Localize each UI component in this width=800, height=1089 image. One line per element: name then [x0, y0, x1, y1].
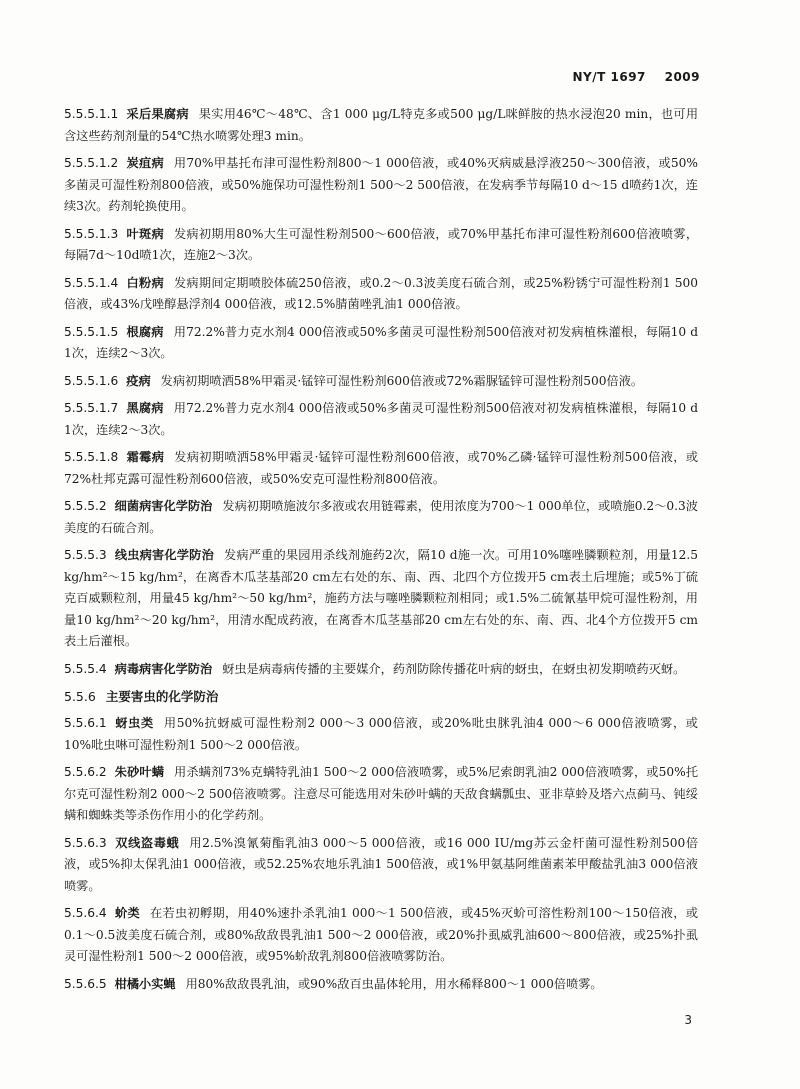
standard-year: 2009 — [664, 70, 700, 84]
clause-paragraph — [64, 104, 698, 147]
clause-paragraph — [64, 371, 698, 393]
clause-text: 发病初期喷洒58%甲霜灵·锰锌可湿性粉剂600倍液或72%霜脲锰锌可湿性粉剂500倍液。 — [160, 373, 644, 388]
clause-paragraph — [64, 974, 698, 996]
clause-text: 用80%敌敌畏乳油，或90%敌百虫晶体轮用，用水稀释800～1 000倍喷雾。 — [185, 976, 603, 991]
clause-term: 黑腐病 — [126, 401, 164, 415]
page-header — [573, 70, 700, 84]
clause-number: 5.5.5.2 — [64, 499, 107, 513]
clause-text: 用70%甲基托布津可湿性粉剂800～1 000倍液，或40%灭病威悬浮液250～300倍液，或50%多菌灵可湿性粉剂800倍液，或50%施保功可湿性粉剂1 500～2 500倍液，在发病季节每隔10 d～15 d喷药1次，连续3次。药剂轮换使用。 — [64, 156, 698, 213]
section-heading — [64, 686, 698, 707]
clause-term: 白粉病 — [126, 275, 164, 290]
clause-number: 5.5.5.1.7 — [64, 401, 119, 415]
clause-paragraph — [64, 903, 698, 968]
clause-term: 根腐病 — [126, 324, 164, 339]
clause-term: 采后果腐病 — [126, 107, 189, 121]
clause-number: 5.5.5.1.8 — [64, 450, 119, 464]
clause-paragraph — [64, 398, 698, 441]
clause-paragraph — [64, 713, 698, 756]
clause-text: 在若虫初孵期，用40%速扑杀乳油1 000～1 500倍液，或45%灭蚧可溶性粉剂100～150倍液，或0.1～0.5波美度石硫合剂，或80%敌敌畏乳油1 500～2 000倍液，或20%扑虱威乳油600～800倍液，或25%扑虱灵可湿性粉剂1 500～2 000倍液，或95%蚧敌乳剂800倍液喷雾防治。 — [64, 906, 699, 963]
clause-text: 用72.2%普力克水剂4 000倍液或50%多菌灵可湿性粉剂500倍液对初发病植株灌根，每隔10 d 1次，连续2～3次。 — [64, 324, 698, 360]
clause-number: 5.5.6.2 — [64, 765, 107, 779]
clause-term: 叶斑病 — [126, 226, 164, 241]
clause-text: 发病初期用80%大生可湿性粉剂500～600倍液，或70%甲基托布津可湿性粉剂600倍液喷雾，每隔7d～10d喷1次，连施2～3次。 — [64, 226, 699, 262]
clause-text: 用杀螨剂73%克螨特乳油1 500～2 000倍液喷雾，或5%尼索朗乳油2 000倍液喷雾，或50%托尔克可湿性粉剂2 000～2 500倍液喷雾。注意尽可能选用对朱砂叶螨的天敌食螨瓢虫、亚非草蛉及塔六点蓟马、钝绥螨和蜘蛛类等杀伤作用小的化学药剂。 — [64, 765, 699, 822]
clause-text: 果实用46℃～48℃、含1 000 μg/L特克多或500 μg/L咪鲜胺的热水浸泡20 min，也可用含这些药剂剂量的54℃热水喷雾处理3 min。 — [64, 107, 699, 143]
clause-paragraph — [64, 273, 698, 316]
clause-paragraph — [64, 833, 698, 898]
clause-text: 用2.5%溴氰菊酯乳油3 000～5 000倍液，或16 000 IU/mg苏云金杆菌可湿性粉剂500倍液，或5%抑太保乳油1 000倍液，或52.25%农地乐乳油1 500倍液，或1%甲氨基阿维菌素苯甲酸盐乳油3 000倍液喷雾。 — [64, 835, 699, 893]
clause-text: 用50%抗蚜威可湿性粉剂2 000～3 000倍液，或20%吡虫脒乳油4 000～6 000倍液喷雾，或10%吡虫啉可湿性粉剂1 500～2 000倍液。 — [64, 716, 698, 752]
clause-term: 朱砂叶螨 — [114, 765, 165, 779]
clause-number: 5.5.5.1.5 — [64, 324, 119, 339]
clause-paragraph — [64, 153, 698, 218]
clause-term: 主要害虫的化学防治 — [105, 689, 219, 704]
clause-text: 发病初期喷洒58%甲霜灵·锰锌可湿性粉剂600倍液，或70%乙磷·锰锌可湿性粉剂500倍液，或72%杜邦克露可湿性粉剂600倍液，或50%安克可湿性粉剂800倍液。 — [64, 450, 699, 486]
standard-code: NY/T 1697 — [572, 70, 646, 84]
clause-paragraph — [64, 496, 698, 539]
clause-term: 霜霉病 — [126, 450, 165, 464]
clause-paragraph — [64, 447, 698, 490]
clause-term: 线虫病害化学防治 — [114, 548, 214, 562]
clause-term: 炭疽病 — [126, 156, 164, 170]
clause-term: 病毒病害化学防治 — [114, 661, 213, 676]
clause-number: 5.5.5.1.4 — [64, 275, 119, 290]
clause-number: 5.5.5.3 — [64, 548, 107, 562]
clause-term: 蚧类 — [114, 906, 140, 920]
clause-term: 柑橘小实蝇 — [114, 976, 176, 991]
clause-paragraph — [64, 224, 698, 267]
clause-number: 5.5.5.1.3 — [64, 226, 119, 241]
page-number: 3 — [684, 1013, 692, 1027]
clause-number: 5.5.6.4 — [64, 906, 107, 920]
clause-number: 5.5.5.1.2 — [64, 156, 119, 170]
clause-number: 5.5.6 — [64, 689, 96, 704]
clause-text: 发病严重的果园用杀线剂施药2次，隔10 d施一次。可用10%噻唑膦颗粒剂，用量12.5 kg/hm²～15 kg/hm²，在离香木瓜茎基部20 cm左右处的东、南、西、北四个方位拨开5 cm表土后埋施；或5%丁硫克百威颗粒剂，用量45 kg/hm²～50 kg/hm²，施药方法与噻唑膦颗粒剂相同；或1.5%二硫氰基甲烷可湿性粉剂，用量10 kg/hm²～20 kg/hm²，用清水配成药液，在离香木瓜茎基部20 cm左右处的东、南、西、北4个方位拨开5 cm表土后灌根。 — [64, 548, 699, 648]
clause-text: 发病期间定期喷胶体硫250倍液，或0.2～0.3波美度石硫合剂，或25%粉锈宁可湿性粉剂1 500倍液，或43%戊唑醇悬浮剂4 000倍液，或12.5%腈菌唑乳油1 000倍液。 — [64, 275, 698, 311]
clause-term: 双线盗毒蛾 — [114, 835, 180, 850]
clause-text: 蚜虫是病毒病传播的主要媒介，药剂防除传播花叶病的蚜虫，在蚜虫初发期喷药灭蚜。 — [222, 661, 686, 676]
clause-paragraph — [64, 762, 698, 827]
clause-number: 5.5.6.3 — [64, 835, 107, 850]
clause-term: 疫病 — [126, 373, 151, 388]
clause-paragraph — [64, 659, 698, 681]
clause-term: 蚜虫类 — [114, 716, 154, 730]
clause-number: 5.5.5.4 — [64, 661, 107, 676]
clause-number: 5.5.6.5 — [64, 976, 107, 991]
clause-paragraph — [64, 545, 698, 653]
clause-number: 5.5.5.1.6 — [64, 373, 119, 388]
clause-text: 用72.2%普力克水剂4 000倍液或50%多菌灵可湿性粉剂500倍液对初发病植株灌根，每隔10 d 1次，连续2～3次。 — [64, 401, 698, 437]
document-body — [64, 104, 698, 1001]
clause-term: 细菌病害化学防治 — [114, 499, 213, 513]
clause-paragraph — [64, 322, 698, 365]
clause-text: 发病初期喷施波尔多液或农用链霉素，使用浓度为700～1 000单位，或喷施0.2～0.3波美度的石硫合剂。 — [64, 499, 698, 535]
clause-number: 5.5.6.1 — [64, 716, 107, 730]
clause-number: 5.5.5.1.1 — [64, 107, 119, 121]
